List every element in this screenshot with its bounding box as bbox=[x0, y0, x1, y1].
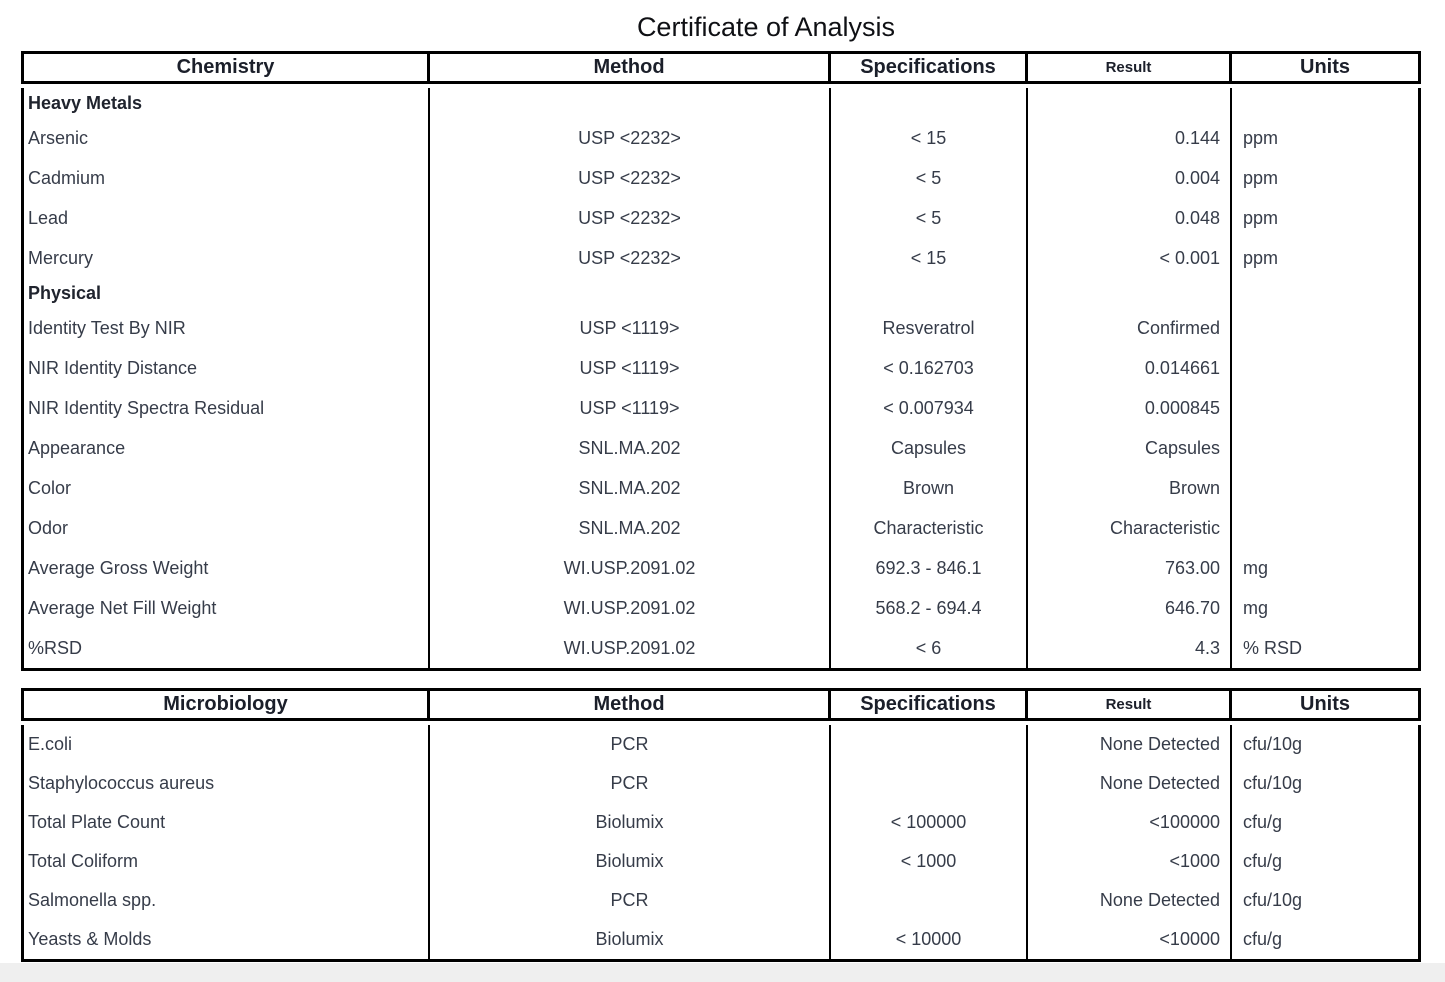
method-column-header: Method bbox=[430, 691, 831, 718]
cell-spec: Capsules bbox=[831, 428, 1028, 468]
table-row bbox=[24, 508, 1418, 548]
document-title: Certificate of Analysis bbox=[636, 12, 896, 42]
cell-units: ppm bbox=[1243, 207, 1279, 228]
table-row bbox=[24, 842, 1418, 881]
cell-spec: < 0.007934 bbox=[831, 388, 1028, 428]
cell-spec bbox=[831, 881, 1028, 920]
cell-spec: < 0.162703 bbox=[831, 348, 1028, 388]
cell-name: NIR Identity Spectra Residual bbox=[24, 388, 430, 428]
cell-units bbox=[1232, 348, 1418, 388]
chemistry-table bbox=[21, 51, 1421, 671]
page-bottom-strip bbox=[0, 963, 1445, 982]
table-row bbox=[24, 468, 1418, 508]
cell-name: Odor bbox=[24, 508, 430, 548]
cell-name: Appearance bbox=[24, 428, 430, 468]
cell-name: Lead bbox=[24, 198, 430, 238]
cell-spec: Resveratrol bbox=[831, 308, 1028, 348]
cell-result: <10000 bbox=[1028, 920, 1232, 959]
chemistry-column-header: Chemistry bbox=[24, 54, 430, 81]
table-row bbox=[24, 803, 1418, 842]
microbiology-table-body bbox=[21, 725, 1421, 962]
table-row bbox=[24, 881, 1418, 920]
cell-method: WI.USP.2091.02 bbox=[430, 548, 831, 588]
cell-name: NIR Identity Distance bbox=[24, 348, 430, 388]
cell-name: Identity Test By NIR bbox=[24, 308, 430, 348]
cell-spec: < 10000 bbox=[831, 920, 1028, 959]
cell-spec: Brown bbox=[831, 468, 1028, 508]
cell-units: ppm bbox=[1243, 127, 1279, 148]
table-row bbox=[24, 548, 1418, 588]
cell-name: Mercury bbox=[24, 238, 430, 278]
cell-method: Biolumix bbox=[430, 920, 831, 959]
cell-name: Physical bbox=[24, 278, 430, 308]
cell-units: cfu/g bbox=[1243, 812, 1283, 832]
cell-spec: < 5 bbox=[831, 158, 1028, 198]
cell-method bbox=[430, 88, 831, 118]
cell-units bbox=[1232, 308, 1418, 348]
cell-name: Heavy Metals bbox=[24, 88, 430, 118]
cell-spec: 568.2 - 694.4 bbox=[831, 588, 1028, 628]
cell-name: Total Plate Count bbox=[24, 803, 430, 842]
table-row bbox=[24, 588, 1418, 628]
cell-result: 0.048 bbox=[1028, 198, 1232, 238]
cell-units bbox=[1232, 428, 1418, 468]
cell-result bbox=[1028, 88, 1232, 118]
cell-result: None Detected bbox=[1028, 764, 1232, 803]
table-row bbox=[24, 238, 1418, 278]
cell-result: < 0.001 bbox=[1028, 238, 1232, 278]
chemistry-header-row bbox=[21, 51, 1421, 84]
cell-result: <100000 bbox=[1028, 803, 1232, 842]
cell-units: cfu/10g bbox=[1243, 773, 1303, 793]
cell-spec: < 1000 bbox=[831, 842, 1028, 881]
cell-units: mg bbox=[1243, 557, 1269, 578]
cell-units: ppm bbox=[1243, 167, 1279, 188]
table-row bbox=[24, 118, 1418, 158]
cell-result: 4.3 bbox=[1028, 628, 1232, 668]
cell-result: 0.014661 bbox=[1028, 348, 1232, 388]
cell-units bbox=[1232, 468, 1418, 508]
cell-method: WI.USP.2091.02 bbox=[430, 588, 831, 628]
cell-result: Characteristic bbox=[1028, 508, 1232, 548]
cell-method: WI.USP.2091.02 bbox=[430, 628, 831, 668]
section-row bbox=[24, 278, 1418, 308]
cell-result: <1000 bbox=[1028, 842, 1232, 881]
cell-method: SNL.MA.202 bbox=[430, 428, 831, 468]
cell-spec: 692.3 - 846.1 bbox=[831, 548, 1028, 588]
specifications-column-header: Specifications bbox=[831, 54, 1028, 81]
cell-name: Arsenic bbox=[24, 118, 430, 158]
cell-name: Yeasts & Molds bbox=[24, 920, 430, 959]
cell-spec bbox=[831, 725, 1028, 764]
table-row bbox=[24, 308, 1418, 348]
cell-units bbox=[1232, 508, 1418, 548]
cell-method: Biolumix bbox=[430, 803, 831, 842]
cell-method: USP <1119> bbox=[430, 388, 831, 428]
cell-method: USP <2232> bbox=[430, 158, 831, 198]
table-row bbox=[24, 158, 1418, 198]
cell-spec: < 6 bbox=[831, 628, 1028, 668]
cell-name: %RSD bbox=[24, 628, 430, 668]
cell-name: Cadmium bbox=[24, 158, 430, 198]
cell-result bbox=[1028, 278, 1232, 308]
table-row bbox=[24, 725, 1418, 764]
cell-result: Brown bbox=[1028, 468, 1232, 508]
cell-name: Color bbox=[24, 468, 430, 508]
table-row bbox=[24, 428, 1418, 468]
cell-units: ppm bbox=[1243, 247, 1279, 268]
cell-units bbox=[1232, 388, 1418, 428]
cell-spec: < 15 bbox=[831, 238, 1028, 278]
cell-method: PCR bbox=[430, 881, 831, 920]
cell-spec bbox=[831, 278, 1028, 308]
cell-units bbox=[1232, 88, 1418, 118]
cell-result: 0.004 bbox=[1028, 158, 1232, 198]
cell-name: E.coli bbox=[24, 725, 430, 764]
cell-method: USP <2232> bbox=[430, 238, 831, 278]
cell-result: Confirmed bbox=[1028, 308, 1232, 348]
microbiology-header-row bbox=[21, 688, 1421, 721]
cell-result: 646.70 bbox=[1028, 588, 1232, 628]
cell-method bbox=[430, 278, 831, 308]
method-column-header: Method bbox=[430, 54, 831, 81]
cell-method: USP <2232> bbox=[430, 118, 831, 158]
table-row bbox=[24, 920, 1418, 959]
cell-method: SNL.MA.202 bbox=[430, 508, 831, 548]
cell-name: Average Gross Weight bbox=[24, 548, 430, 588]
cell-spec: < 15 bbox=[831, 118, 1028, 158]
cell-method: USP <1119> bbox=[430, 308, 831, 348]
cell-spec bbox=[831, 88, 1028, 118]
cell-result: Capsules bbox=[1028, 428, 1232, 468]
cell-units: % RSD bbox=[1243, 637, 1303, 658]
units-column-header: Units bbox=[1300, 693, 1350, 715]
cell-result: 763.00 bbox=[1028, 548, 1232, 588]
cell-name: Total Coliform bbox=[24, 842, 430, 881]
table-row bbox=[24, 348, 1418, 388]
cell-units: mg bbox=[1243, 597, 1269, 618]
cell-spec: < 100000 bbox=[831, 803, 1028, 842]
cell-spec: Characteristic bbox=[831, 508, 1028, 548]
cell-spec bbox=[831, 764, 1028, 803]
table-row bbox=[24, 628, 1418, 668]
cell-name: Staphylococcus aureus bbox=[24, 764, 430, 803]
cell-method: PCR bbox=[430, 764, 831, 803]
cell-name: Average Net Fill Weight bbox=[24, 588, 430, 628]
cell-method: USP <1119> bbox=[430, 348, 831, 388]
cell-result: None Detected bbox=[1028, 881, 1232, 920]
cell-units: cfu/10g bbox=[1243, 734, 1303, 754]
cell-method: SNL.MA.202 bbox=[430, 468, 831, 508]
cell-units: cfu/10g bbox=[1243, 890, 1303, 910]
table-row bbox=[24, 388, 1418, 428]
cell-name: Salmonella spp. bbox=[24, 881, 430, 920]
specifications-column-header: Specifications bbox=[831, 691, 1028, 718]
table-row bbox=[24, 198, 1418, 238]
microbiology-table bbox=[21, 688, 1421, 962]
cell-units: cfu/g bbox=[1243, 851, 1283, 871]
section-row bbox=[24, 88, 1418, 118]
cell-result: 0.144 bbox=[1028, 118, 1232, 158]
table-row bbox=[24, 764, 1418, 803]
cell-units bbox=[1232, 278, 1418, 308]
result-column-header: Result bbox=[1028, 691, 1232, 718]
microbiology-column-header: Microbiology bbox=[24, 691, 430, 718]
cell-result: 0.000845 bbox=[1028, 388, 1232, 428]
cell-spec: < 5 bbox=[831, 198, 1028, 238]
cell-method: PCR bbox=[430, 725, 831, 764]
units-column-header: Units bbox=[1300, 56, 1350, 78]
cell-method: Biolumix bbox=[430, 842, 831, 881]
chemistry-table-body bbox=[21, 88, 1421, 671]
cell-result: None Detected bbox=[1028, 725, 1232, 764]
cell-units: cfu/g bbox=[1243, 929, 1283, 949]
cell-method: USP <2232> bbox=[430, 198, 831, 238]
result-column-header: Result bbox=[1028, 54, 1232, 81]
